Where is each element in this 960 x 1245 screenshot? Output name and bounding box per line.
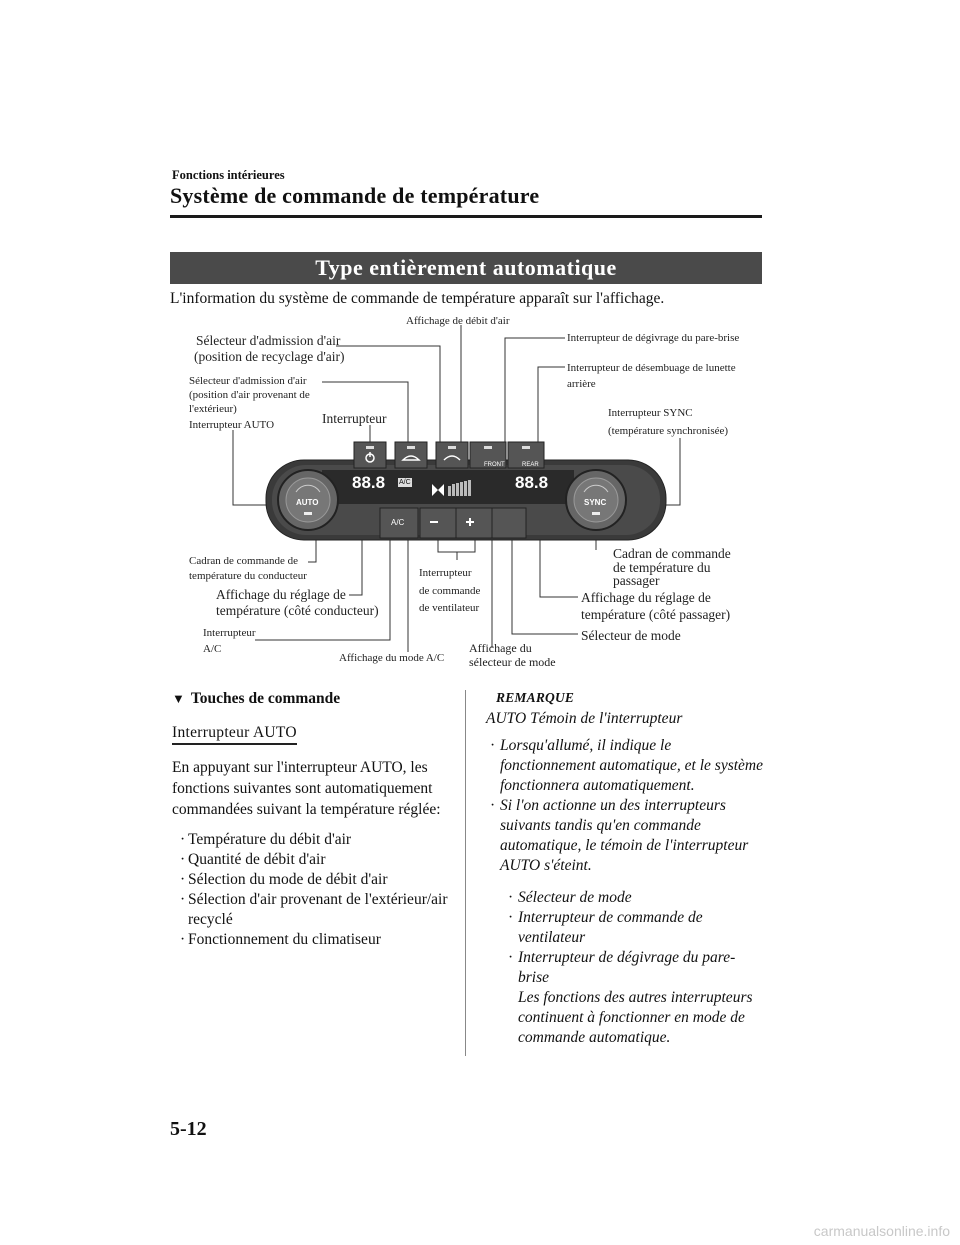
list-item xyxy=(508,948,766,1048)
climate-panel xyxy=(266,442,666,540)
front-label: FRONT xyxy=(484,462,505,468)
ac-mode-display: A/C xyxy=(399,479,411,486)
label-cadran-passager-1: Cadran de commande xyxy=(613,546,731,561)
label-interrupteur-ac-1: Interrupteur xyxy=(203,627,256,639)
right-column xyxy=(486,690,766,1048)
auto-paragraph: En appuyant sur l'interrupteur AUTO, les fonctions suivantes sont automatiquement commandées suivant la température réglée: xyxy=(172,759,441,818)
sync-dial-label: SYNC xyxy=(584,498,607,507)
label-reglage-passager-1: Affichage du réglage de xyxy=(581,590,711,605)
top-buttons-row xyxy=(354,442,544,468)
watermark: carmanualsonline.info xyxy=(813,1223,950,1239)
label-recyclage-1: Sélecteur d'admission d'air xyxy=(196,333,341,348)
label-cadran-passager-2: de température du xyxy=(613,560,711,575)
label-reglage-conducteur-2: température (côté conducteur) xyxy=(216,603,379,618)
label-ventilateur-2: de commande xyxy=(419,585,481,597)
label-desembuage-2: arrière xyxy=(567,378,596,390)
touches-heading xyxy=(172,690,452,708)
rear-label: REAR xyxy=(522,462,539,468)
passenger-temp-display: 88.8 xyxy=(515,473,549,492)
label-reglage-passager-2: température (côté passager) xyxy=(581,607,731,622)
label-exterieur-3: l'extérieur) xyxy=(189,403,237,415)
label-sync-2: (température synchronisée) xyxy=(608,425,729,437)
list-item: · Si l'on actionne un des interrupteurs suivants tandis qu'en commande automatique, le témoin de l'interrupteur AUTO s'éteint. xyxy=(486,796,766,876)
list-item: · Quantité de débit d'air xyxy=(172,850,452,870)
section-banner: Type entièrement automatique xyxy=(170,252,762,284)
page-number: 5-12 xyxy=(170,1118,207,1140)
label-cadran-conducteur-1: Cadran de commande de xyxy=(189,555,299,567)
label-sync-1: Interrupteur SYNC xyxy=(608,407,693,419)
touches-heading-text: Touches de commande xyxy=(190,690,341,707)
label-recyclage-2: (position de recyclage d'air) xyxy=(194,349,345,364)
label-exterieur-1: Sélecteur d'admission d'air xyxy=(189,375,307,387)
label-ventilateur-1: Interrupteur xyxy=(419,567,472,579)
column-divider xyxy=(465,690,466,1056)
intro-text: L'information du système de commande de température apparaît sur l'affichage. xyxy=(170,290,665,307)
auto-subheading: Interrupteur AUTO xyxy=(172,724,297,745)
auto-function-list xyxy=(172,830,452,950)
label-cadran-passager-3: passager xyxy=(613,573,660,588)
ac-button-label: A/C xyxy=(391,518,405,527)
label-mode-ac: Affichage du mode A/C xyxy=(339,652,445,664)
left-column xyxy=(172,690,452,950)
label-reglage-conducteur-1: Affichage du réglage de xyxy=(216,587,346,602)
sub-item-text: Interrupteur de dégivrage du pare-brise xyxy=(518,949,736,986)
section-name: Fonctions intérieures xyxy=(172,168,285,182)
driver-temp-display: 88.8 xyxy=(352,473,386,492)
auto-dial-label: AUTO xyxy=(296,498,319,507)
label-selecteur-mode-aff-1: Affichage du xyxy=(469,641,532,655)
label-affichage-debit: Affichage de débit d'air xyxy=(406,315,510,327)
list-item: · Température du débit d'air xyxy=(172,830,452,850)
list-item: · Sélection du mode de débit d'air xyxy=(172,870,452,890)
label-desembuage-1: Interrupteur de désembuage de lunette xyxy=(567,362,736,374)
triangle-down-icon: ▼ xyxy=(172,691,185,706)
label-selecteur-mode-aff-2: sélecteur de mode xyxy=(469,655,556,669)
label-interrupteur: Interrupteur xyxy=(322,411,387,426)
list-item: · Interrupteur de commande de ventilateur xyxy=(508,908,766,948)
label-ventilateur-3: de ventilateur xyxy=(419,602,480,614)
remarque-notes xyxy=(486,736,766,876)
label-cadran-conducteur-2: température du conducteur xyxy=(189,570,307,582)
remarque-subtitle: AUTO Témoin de l'interrupteur xyxy=(486,710,683,727)
label-selecteur-mode: Sélecteur de mode xyxy=(581,628,681,643)
label-exterieur-2: (position d'air provenant de xyxy=(189,389,310,401)
list-item: · Sélection d'air provenant de l'extérieur/air recyclé xyxy=(172,890,452,930)
label-interrupteur-auto: Interrupteur AUTO xyxy=(189,419,275,431)
page-title: Système de commande de température xyxy=(170,183,540,208)
list-item: · Fonctionnement du climatiseur xyxy=(172,930,452,950)
remarque-heading: REMARQUE xyxy=(496,690,575,705)
remarque-sub-items xyxy=(508,888,766,1048)
label-interrupteur-ac-2: A/C xyxy=(203,643,222,655)
list-item: · Sélecteur de mode xyxy=(508,888,766,908)
list-item: · Lorsqu'allumé, il indique le fonctionnement automatique, et le système fonctionnera automatiquement. xyxy=(486,736,766,796)
label-degivrage: Interrupteur de dégivrage du pare-brise xyxy=(567,332,740,344)
remarque-continuation: Les fonctions des autres interrupteurs continuent à fonctionner en mode de commande automatique. xyxy=(518,989,753,1046)
